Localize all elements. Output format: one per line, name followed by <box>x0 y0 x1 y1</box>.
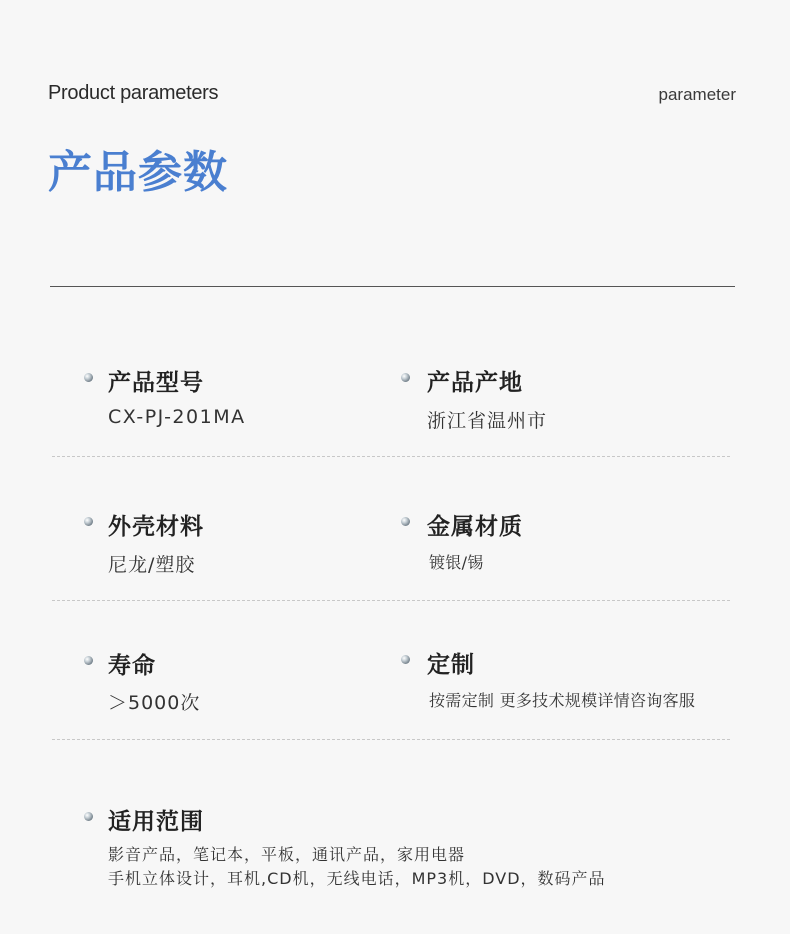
param-label-lifespan: 寿命 <box>108 653 156 679</box>
param-value-origin: 浙江省温州市 <box>427 410 548 432</box>
section-title-english: Product parameters <box>48 82 219 104</box>
bullet-icon <box>401 655 410 664</box>
bullet-icon <box>401 517 410 526</box>
row-divider <box>52 456 730 457</box>
bullet-icon <box>84 517 93 526</box>
bullet-icon <box>401 373 410 382</box>
section-title-chinese: 产品参数 <box>48 147 228 198</box>
param-label-origin: 产品产地 <box>427 370 523 396</box>
section-subtitle-english: parameter <box>658 85 736 104</box>
param-label-metal-material: 金属材质 <box>427 514 523 540</box>
scope-label: 适用范围 <box>108 809 204 835</box>
param-value-model: CX-PJ-201MA <box>108 406 246 428</box>
param-label-model: 产品型号 <box>108 370 204 396</box>
row-divider <box>52 600 730 601</box>
header-divider <box>50 286 735 287</box>
scope-line: 手机立体设计，耳机,CD机，无线电话，MP3机，DVD，数码产品 <box>108 869 606 888</box>
bullet-icon <box>84 812 93 821</box>
param-value-metal-material: 镀银/锡 <box>429 553 484 572</box>
param-label-customization: 定制 <box>427 652 475 678</box>
param-value-customization: 按需定制 更多技术规模详情咨询客服 <box>429 691 696 710</box>
row-divider <box>52 739 730 740</box>
param-label-shell-material: 外壳材料 <box>108 514 204 540</box>
scope-line: 影音产品，笔记本，平板，通讯产品，家用电器 <box>108 845 466 864</box>
bullet-icon <box>84 373 93 382</box>
param-value-lifespan: ＞5000次 <box>108 692 201 714</box>
bullet-icon <box>84 656 93 665</box>
param-value-shell-material: 尼龙/塑胶 <box>108 554 196 576</box>
